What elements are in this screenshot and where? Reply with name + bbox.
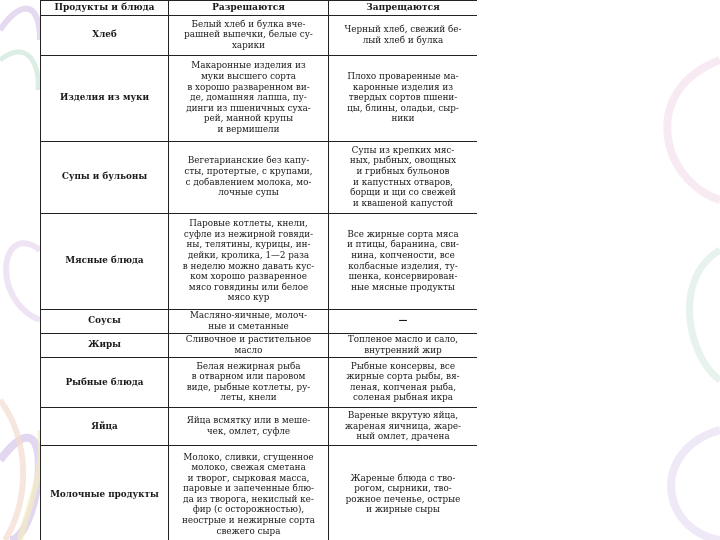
swirl-left-mid [6,243,40,320]
row-forbidden: Все жирные сорта мяса и птицы, баранина, сви- нина, копчености, все колбасные изделия, ту- шенка, консервирован- ные мясные продукты [329,214,478,310]
diet-table [40,0,477,540]
row-allowed: Макаронные изделия из муки высшего сорта в хорошо разваренном ви- де, домашняя лапша, пу- динги из пшеничных суха- рей, манной крупы и вермишели [169,56,329,142]
row-allowed: Вегетарианские без капу- сты, протертые, с крупами, с добавлением молока, мо- лочные супы [169,142,329,214]
row-forbidden: Плохо проваренные ма- каронные изделия из твердых сортов пшени- цы, блины, оладьи, сыр- ники [329,56,478,142]
row-allowed: Сливочное и растительное масло [169,334,329,358]
row-forbidden: Рыбные консервы, все жирные сорта рыбы, вя- леная, копченая рыба, соленая рыбная икра [329,358,478,408]
row-allowed: Молоко, сливки, сгущенное молоко, свежая сметана и творог, сырковая масса, паровые и запеченные блю- да из творога, некислый ке- фир (с осторожностью), неострые и нежирные сорта свежего сыра [169,446,329,540]
row-forbidden: Жареные блюда с тво- рогом, сырники, тво- рожное печенье, острые и жирные сыры [329,446,478,540]
swirl-top-left-inner [0,52,38,90]
scanned-table-page [40,0,477,540]
table-header-row [41,1,478,16]
row-category: Рыбные блюда [41,358,169,408]
table-row-flour-products [41,56,478,142]
row-category: Мясные блюда [41,214,169,310]
row-category: Соусы [41,310,169,334]
table-row-bread [41,16,478,56]
row-category: Молочные продукты [41,446,169,540]
row-allowed: Масляно-яичные, молоч- ные и сметанные [169,310,329,334]
row-category: Яйца [41,408,169,446]
row-category: Хлеб [41,16,169,56]
row-forbidden: Супы из крепких мяс- ных, рыбных, овощных и грибных бульонов и капустных отваров, борщи и щи со свежей и квашеной капустой [329,142,478,214]
row-forbidden: Черный хлеб, свежий бе- лый хлеб и булка [329,16,478,56]
table-row-fish [41,358,478,408]
swirl-bottom-left-2 [0,400,23,540]
row-forbidden: Топленое масло и сало, внутренний жир [329,334,478,358]
swirl-right-1 [667,60,720,200]
row-allowed: Яйца всмятку или в меше- чек, омлет, суфле [169,408,329,446]
table-row-fats [41,334,478,358]
header-allowed: Разрешаются [169,1,329,16]
row-allowed: Паровые котлеты, кнели, суфле из нежирной говяди- ны, телятины, курицы, ин- дейки, кролика, 1—2 раза в неделю можно давать кус- ком хорошо разваренное мясо говядины или белое мясо кур [169,214,329,310]
row-category: Жиры [41,334,169,358]
row-forbidden: — [329,310,478,334]
header-forbidden: Запрещаются [329,1,478,16]
table-row-dairy [41,446,478,540]
row-forbidden: Вареные вкрутую яйца, жареная яичница, жаре- ный омлет, драчена [329,408,478,446]
header-category: Продукты и блюда [41,1,169,16]
swirl-right-2 [690,250,720,380]
swirl-right-3 [671,430,720,540]
swirl-top-left-outer [0,9,40,40]
table-row-sauces [41,310,478,334]
row-category: Изделия из муки [41,56,169,142]
row-category: Супы и бульоны [41,142,169,214]
row-allowed: Белый хлеб и булка вче- рашней выпечки, белые су- харики [169,16,329,56]
row-allowed: Белая нежирная рыба в отварном или паровом виде, рыбные котлеты, ру- леты, кнели [169,358,329,408]
table-row-meat [41,214,478,310]
table-row-soups [41,142,478,214]
table-row-eggs [41,408,478,446]
